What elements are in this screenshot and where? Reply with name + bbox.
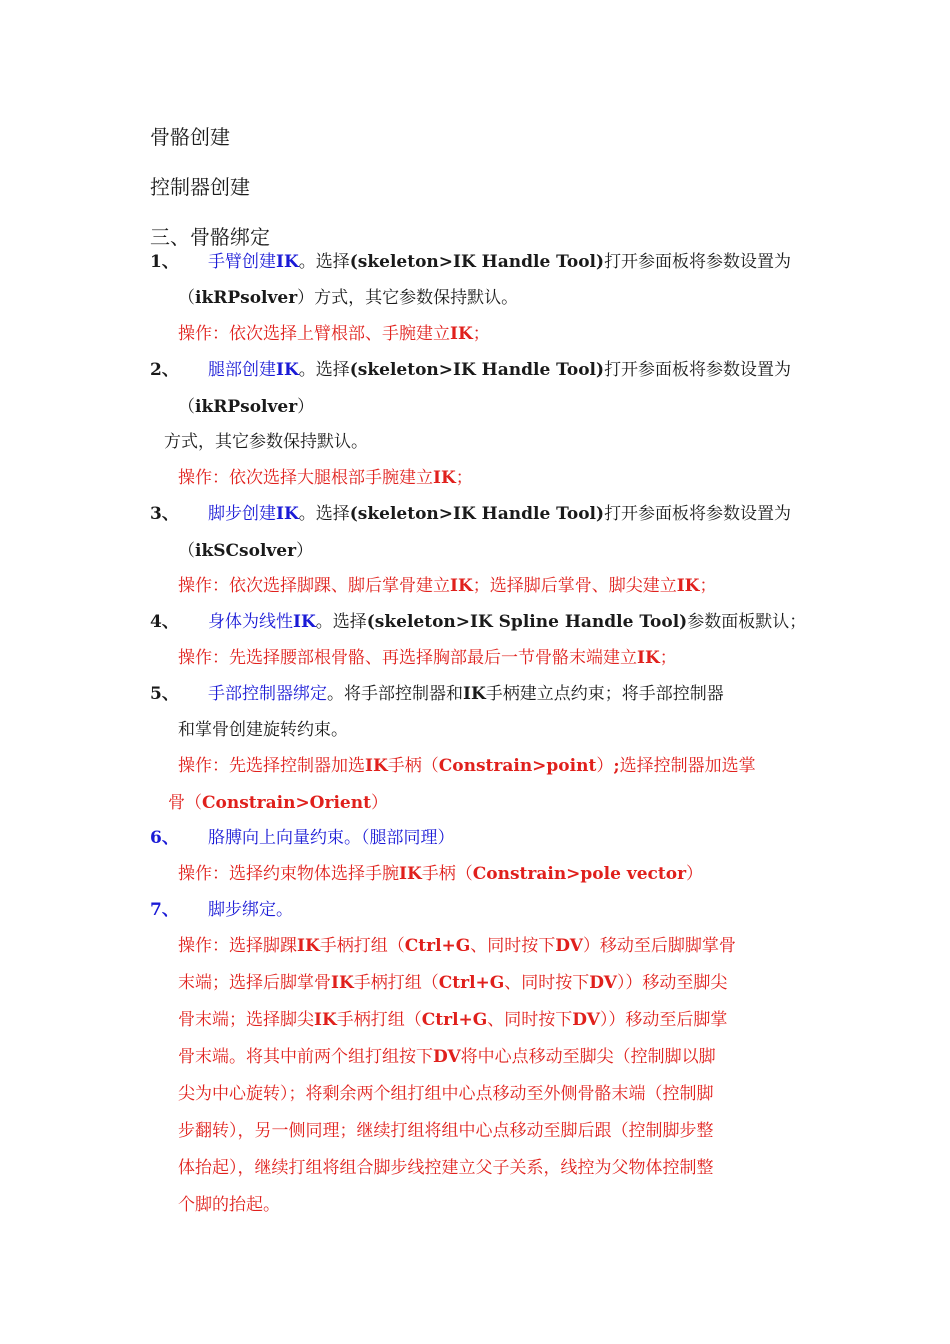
item-2-after: 打开参面板将参数设置为 — [604, 360, 792, 380]
item-7-op-l1-d: 、同时按下 — [470, 936, 556, 956]
item-2-number: 2、 — [150, 360, 179, 380]
paren-close: ） — [297, 397, 315, 417]
item-1-number: 1、 — [150, 252, 179, 272]
item-7-op-l2-dv: DV — [589, 973, 617, 993]
item-7-op-l2-b: 手柄打组（ — [353, 973, 439, 993]
item-3-op-text: 操作：依次选择脚踝、脚后掌骨建立 — [178, 576, 450, 596]
item-3-op-ik-2: IK — [676, 576, 700, 596]
item-7-op-l3-a: 骨末端；选择脚尖 — [178, 1010, 314, 1030]
item-7-op-l3-dv: DV — [572, 1010, 600, 1030]
item-7-op-l4-dv: DV — [433, 1047, 461, 1067]
item-4-after: 参数面板默认； — [687, 612, 807, 632]
item-2-solver: ikRPsolver — [195, 397, 298, 417]
item-7-op-l4-a: 骨末端。将其中前两个组打组按下 — [178, 1047, 433, 1067]
item-3-operation — [178, 575, 716, 597]
item-3-mid: 。选择 — [298, 504, 350, 524]
paren-open: （ — [178, 397, 195, 417]
item-3-title-ik: IK — [276, 504, 299, 524]
item-7-op-l4-b: 将中心点移动至脚尖（控制脚以脚 — [460, 1047, 716, 1067]
item-7-number: 7、 — [150, 900, 179, 920]
item-1-line2-rest: ）方式，其它参数保持默认。 — [297, 288, 519, 308]
heading-skeleton-creation: 骨骼创建 — [150, 125, 230, 149]
item-7-op-line-4 — [178, 1046, 716, 1068]
item-5-op1-text: 操作：先选择控制器加选 — [178, 756, 365, 776]
item-2-op-text: 操作：依次选择大腿根部手腕建立 — [178, 468, 433, 488]
item-4-op-end: ； — [659, 648, 677, 668]
item-1-line-2 — [178, 287, 518, 309]
item-7-line-1 — [150, 899, 293, 921]
item-6-op-close: ） — [686, 864, 704, 884]
item-7-op-l1-b: 手柄打组（ — [319, 936, 405, 956]
item-4-op-text: 操作：先选择腰部根骨骼、再选择胸部最后一节骨骼末端建立 — [178, 648, 637, 668]
item-6-op-text: 操作：选择约束物体选择手腕 — [178, 864, 399, 884]
item-5-op1-close: ） — [596, 756, 614, 776]
item-7-op-l1-dv: DV — [555, 936, 583, 956]
item-5-line-1 — [150, 683, 724, 705]
item-5-operation-1 — [178, 755, 756, 777]
item-5-op2-close: ） — [370, 793, 388, 813]
item-3-command: (skeleton>IK Handle Tool) — [349, 504, 605, 524]
item-3-line-1 — [150, 503, 791, 525]
paren-open: （ — [178, 288, 195, 308]
item-7-op-l3-b: 手柄打组（ — [336, 1010, 422, 1030]
item-1-title-ik: IK — [276, 252, 299, 272]
paren-open: （ — [178, 541, 195, 561]
item-3-line-2 — [178, 540, 313, 562]
item-2-operation — [178, 467, 473, 489]
item-7-op-line-6: 步翻转），另一侧同理；继续打组将组中心点移动至脚后跟（控制脚步整 — [178, 1121, 714, 1141]
item-1-after: 打开参面板将参数设置为 — [604, 252, 792, 272]
item-6-op-command: Constrain>pole vector — [472, 864, 687, 884]
item-7-op-l2-ik: IK — [331, 973, 354, 993]
item-2-title: 腿部创建 — [208, 360, 276, 380]
item-7-op-l2-shortcut: Ctrl+G — [438, 973, 505, 993]
item-4-operation — [178, 647, 677, 669]
item-5-op1-end: 选择控制器加选掌 — [619, 756, 756, 776]
item-5-op1-mid: 手柄（ — [387, 756, 439, 776]
item-3-op-end: ； — [699, 576, 717, 596]
item-7-op-l1-a: 操作：选择脚踝 — [178, 936, 297, 956]
item-5-ik: IK — [463, 684, 486, 704]
item-7-op-l3-shortcut: Ctrl+G — [421, 1010, 488, 1030]
item-7-op-line-2 — [178, 972, 727, 994]
item-4-line-1 — [150, 611, 806, 633]
item-4-command: (skeleton>IK Spline Handle Tool) — [366, 612, 688, 632]
paren-close: ） — [296, 541, 314, 561]
item-2-mid: 。选择 — [298, 360, 350, 380]
item-4-number: 4、 — [150, 612, 179, 632]
item-5-op2-text: 骨（ — [168, 793, 202, 813]
item-7-op-line-3 — [178, 1009, 727, 1031]
item-7-op-l3-f: ））移动至后脚掌 — [599, 1010, 728, 1030]
item-2-line-1 — [150, 359, 791, 381]
item-6-number: 6、 — [150, 828, 179, 848]
item-1-solver: ikRPsolver — [195, 288, 298, 308]
item-1-mid: 。选择 — [298, 252, 350, 272]
item-6-title: 胳膊向上向量约束。（腿部同理） — [208, 828, 455, 848]
item-5-number: 5、 — [150, 684, 179, 704]
item-2-command: (skeleton>IK Handle Tool) — [349, 360, 605, 380]
item-7-op-l2-a: 末端；选择后脚掌骨 — [178, 973, 331, 993]
item-7-op-l1-f: ）移动至后脚脚掌骨 — [582, 936, 736, 956]
item-5-line-2: 和掌骨创建旋转约束。 — [178, 720, 348, 740]
item-7-title: 脚步绑定。 — [208, 900, 293, 920]
item-5-op1-command: Constrain>point — [438, 756, 597, 776]
item-5-operation-2 — [168, 792, 388, 814]
item-1-op-end: ； — [472, 324, 490, 344]
item-3-after: 打开参面板将参数设置为 — [604, 504, 792, 524]
item-3-op-ik-1: IK — [450, 576, 473, 596]
item-7-op-line-1 — [178, 935, 736, 957]
heading-controller-creation: 控制器创建 — [150, 175, 250, 199]
item-5-mid-2: 手柄建立点约束；将手部控制器 — [485, 684, 724, 704]
item-2-op-end: ； — [455, 468, 473, 488]
item-7-op-l1-shortcut: Ctrl+G — [404, 936, 471, 956]
item-2-title-ik: IK — [276, 360, 299, 380]
item-3-number: 3、 — [150, 504, 179, 524]
item-7-op-l2-f: ））移动至脚尖 — [616, 973, 728, 993]
item-7-op-line-7: 体抬起），继续打组将组合脚步线控建立父子关系，线控为父物体控制整 — [178, 1158, 714, 1178]
item-1-op-ik: IK — [450, 324, 473, 344]
item-7-op-l1-ik: IK — [297, 936, 320, 956]
item-7-op-line-5: 尖为中心旋转）；将剩余两个组打组中心点移动至外侧骨骼末端（控制脚 — [178, 1084, 714, 1104]
item-1-operation — [178, 323, 490, 345]
item-4-mid: 。选择 — [315, 612, 367, 632]
item-7-op-l2-d: 、同时按下 — [504, 973, 590, 993]
item-6-op-mid: 手柄（ — [421, 864, 473, 884]
item-6-op-ik: IK — [399, 864, 422, 884]
item-2-line-3: 方式，其它参数保持默认。 — [164, 432, 368, 452]
item-5-op1-ik: IK — [365, 756, 388, 776]
item-7-op-line-8: 个脚的抬起。 — [178, 1195, 280, 1215]
item-1-command: (skeleton>IK Handle Tool) — [349, 252, 605, 272]
item-6-operation — [178, 863, 703, 885]
item-6-line-1 — [150, 827, 455, 849]
item-3-op-mid: ；选择脚后掌骨、脚尖建立 — [472, 576, 677, 596]
item-5-op2-command: Constrain>Orient — [202, 793, 371, 813]
item-1-line-1 — [150, 251, 791, 273]
item-5-title: 手部控制器绑定 — [208, 684, 327, 704]
item-4-op-ik: IK — [637, 648, 660, 668]
item-3-solver: ikSCsolver — [195, 541, 297, 561]
item-2-line-2 — [178, 396, 314, 418]
item-7-op-l3-d: 、同时按下 — [487, 1010, 573, 1030]
item-5-mid-1: 。将手部控制器和 — [327, 684, 463, 704]
item-5-op1-semicolon: ; — [613, 756, 620, 776]
heading-skeleton-binding: 三、骨骼绑定 — [150, 225, 270, 249]
item-1-op-text: 操作：依次选择上臂根部、手腕建立 — [178, 324, 450, 344]
item-1-title: 手臂创建 — [208, 252, 276, 272]
item-2-op-ik: IK — [433, 468, 456, 488]
item-4-title: 身体为线性 — [208, 612, 293, 632]
item-7-op-l3-ik: IK — [314, 1010, 337, 1030]
item-3-title: 脚步创建 — [208, 504, 276, 524]
item-4-title-ik: IK — [293, 612, 316, 632]
